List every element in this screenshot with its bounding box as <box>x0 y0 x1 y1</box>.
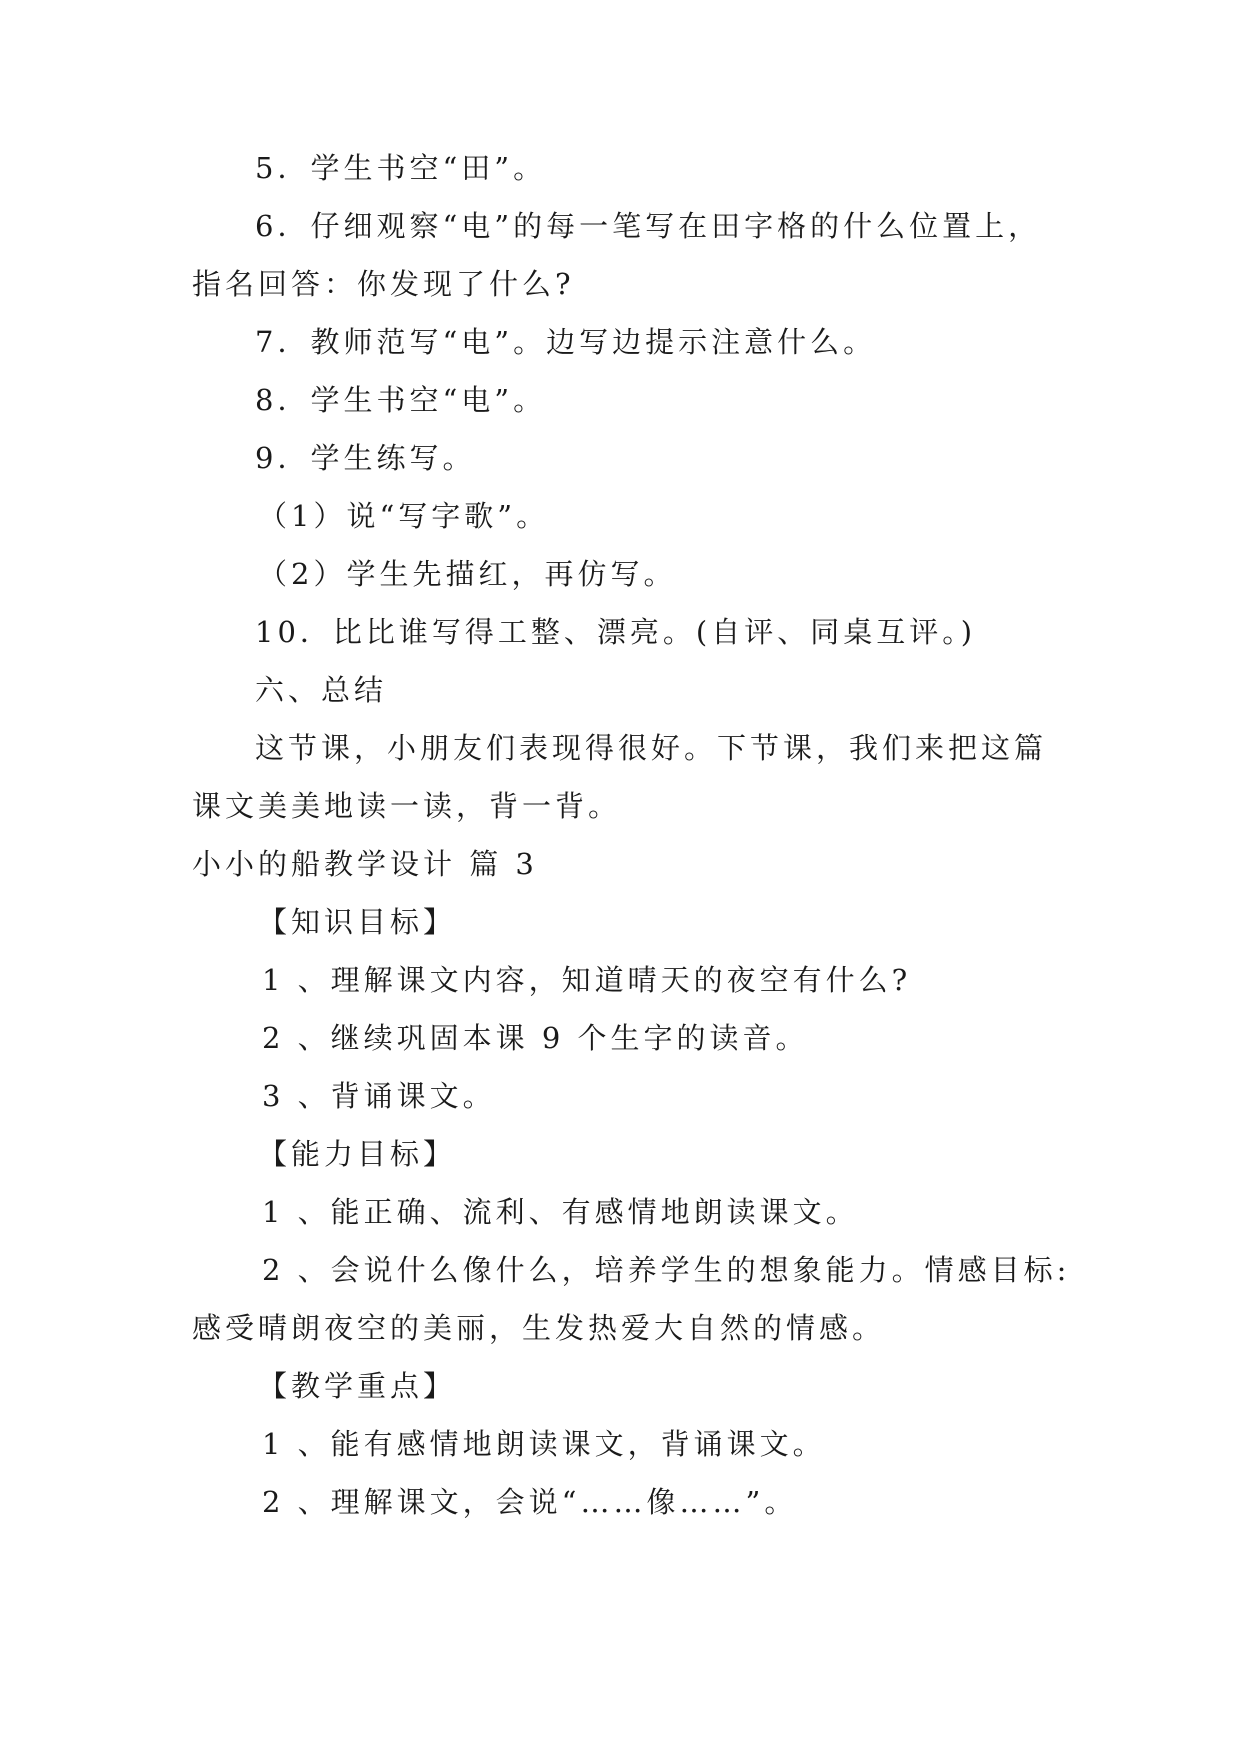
knowledge-goals-heading: 【知识目标】 <box>258 905 457 939</box>
ability-goal-2-continuation: 感受晴朗夜空的美丽，生发热爱大自然的情感。 <box>192 1311 886 1345</box>
teaching-focus-heading: 【教学重点】 <box>258 1369 457 1403</box>
ability-goal-1: 1 、能正确、流利、有感情地朗读课文。 <box>262 1195 859 1229</box>
teaching-focus-2: 2 、理解课文，会说“……像……”。 <box>262 1485 798 1519</box>
step-6-text: 6．仔细观察“电”的每一笔写在田字格的什么位置上， <box>255 209 1042 243</box>
ability-goal-2: 2 、会说什么像什么，培养学生的想象能力。情感目标: <box>262 1253 1071 1287</box>
knowledge-goal-1: 1 、理解课文内容，知道晴天的夜空有什么? <box>262 963 912 997</box>
step-6-continuation: 指名回答：你发现了什么? <box>192 267 575 301</box>
section-summary-heading: 六、总结 <box>255 673 388 707</box>
summary-paragraph: 这节课，小朋友们表现得很好。下节课，我们来把这篇 <box>255 731 1048 765</box>
step-8-text: 8．学生书空“电”。 <box>255 383 547 417</box>
step-9-text: 9．学生练写。 <box>255 441 476 475</box>
knowledge-goal-2: 2 、继续巩固本课 9 个生字的读音。 <box>262 1021 809 1055</box>
step-7-text: 7．教师范写“电”。边写边提示注意什么。 <box>255 325 877 359</box>
step-5-text: 5．学生书空“田”。 <box>255 151 547 185</box>
sub-step-2-text: （2）学生先描红，再仿写。 <box>258 557 677 591</box>
summary-continuation: 课文美美地读一读，背一背。 <box>192 789 622 823</box>
sub-step-1-text: （1）说“写字歌”。 <box>258 499 550 533</box>
teaching-focus-1: 1 、能有感情地朗读课文，背诵课文。 <box>262 1427 826 1461</box>
ability-goals-heading: 【能力目标】 <box>258 1137 457 1171</box>
step-10-text: 10．比比谁写得工整、漂亮。(自评、同桌互评。) <box>255 615 977 649</box>
lesson-title: 小小的船教学设计 篇 3 <box>192 847 538 881</box>
knowledge-goal-3: 3 、背诵课文。 <box>262 1079 496 1113</box>
